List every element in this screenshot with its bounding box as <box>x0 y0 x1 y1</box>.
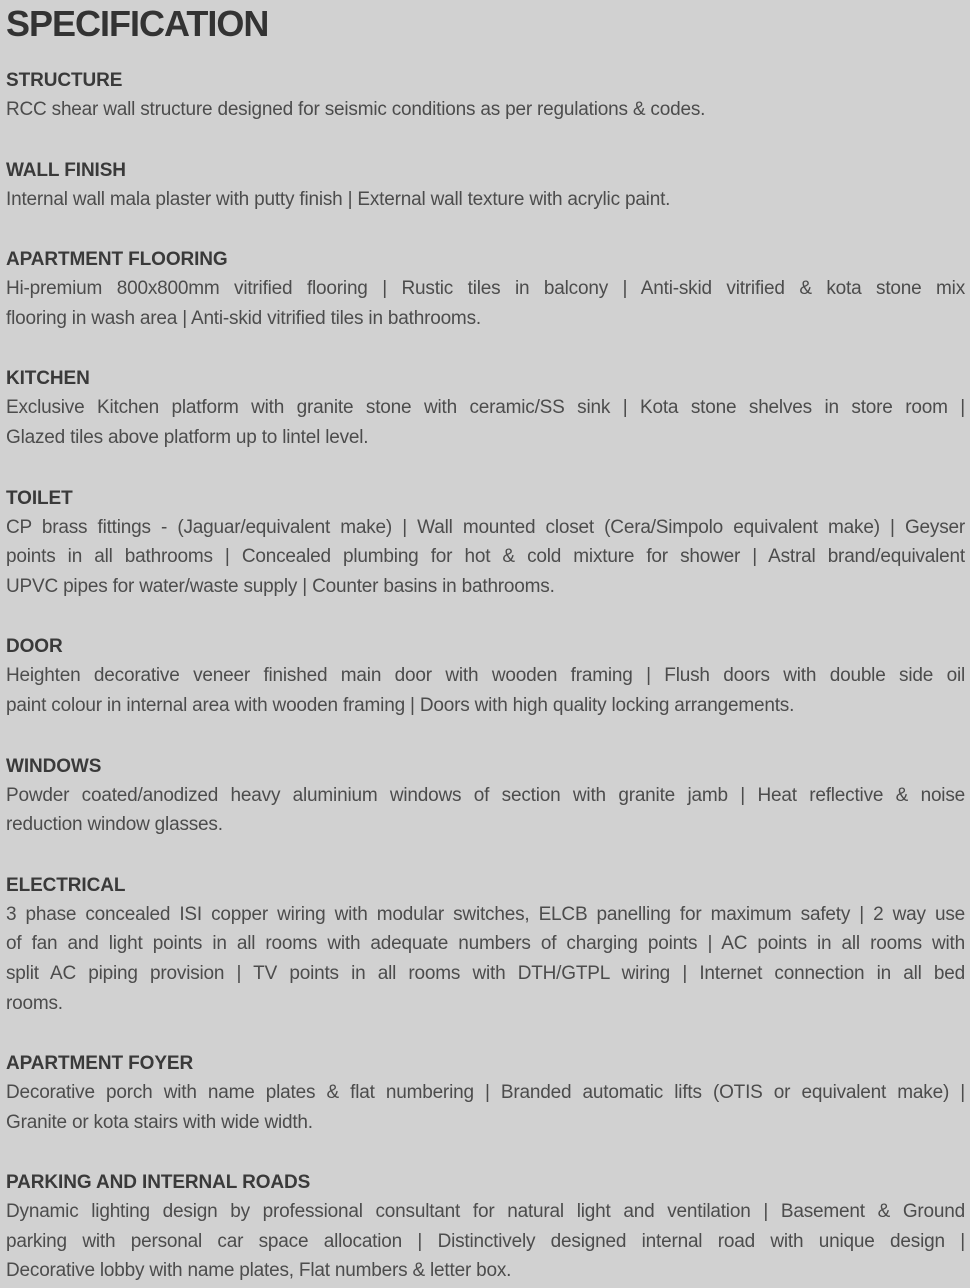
body-line: reduction window glasses. <box>6 814 223 836</box>
section-heading-structure: STRUCTURE <box>6 70 123 91</box>
section-body-toilet <box>6 513 965 602</box>
section-body-wall-finish <box>6 185 965 215</box>
section-heading-parking-and-internal-roads: PARKING AND INTERNAL ROADS <box>6 1172 311 1194</box>
section-body-windows <box>6 781 965 840</box>
body-line: Decorative lobby with name plates, Flat numbers & letter box. <box>6 1260 512 1282</box>
body-line: 3 phase concealed ISI copper wiring with modular switches, ELCB panelling for maximum safety | 2 way use <box>6 903 965 925</box>
body-line: Glazed tiles above platform up to lintel level. <box>6 426 369 448</box>
section-body-structure <box>6 95 965 125</box>
section-heading-windows: WINDOWS <box>6 755 102 777</box>
body-line: Powder coated/anodized heavy aluminium windows of section with granite jamb | Heat reflective & noise <box>6 784 965 806</box>
body-line: of fan and light points in all rooms with adequate numbers of charging points | AC points in all rooms with <box>6 933 965 955</box>
spec-section-parking-and-internal-roads <box>6 1168 965 1286</box>
section-body-electrical <box>6 900 965 1018</box>
body-line: CP brass fittings - (Jaguar/equivalent make) | Wall mounted closet (Cera/Simpolo equivalent make) | Geyser <box>6 516 965 538</box>
section-heading-apartment-flooring: APARTMENT FLOORING <box>6 249 228 271</box>
body-line: Exclusive Kitchen platform with granite stone with ceramic/SS sink | Kota stone shelves in store room | <box>6 397 965 419</box>
spec-section-kitchen <box>6 364 965 452</box>
body-line: UPVC pipes for water/waste supply | Counter basins in bathrooms. <box>6 575 555 597</box>
spec-section-electrical <box>6 871 965 1018</box>
section-body-apartment-foyer <box>6 1078 965 1137</box>
section-heading-kitchen: KITCHEN <box>6 368 90 390</box>
body-line: parking with personal car space allocation | Distinctively designed internal road with unique design | <box>6 1230 965 1252</box>
body-line: Hi-premium 800x800mm vitrified flooring | Rustic tiles in balcony | Anti-skid vitrified & kota stone mix <box>6 278 965 300</box>
section-heading-door: DOOR <box>6 636 63 658</box>
spec-section-apartment-flooring <box>6 245 965 333</box>
spec-section-wall-finish <box>6 156 965 215</box>
spec-section-apartment-foyer <box>6 1049 965 1137</box>
body-line: paint colour in internal area with wooden framing | Doors with high quality locking arrangements. <box>6 694 795 716</box>
body-line: Decorative porch with name plates & flat numbering | Branded automatic lifts (OTIS or equivalent make) | <box>6 1082 965 1104</box>
body-line: rooms. <box>6 992 63 1014</box>
spec-section-toilet <box>6 484 965 602</box>
section-heading-electrical: ELECTRICAL <box>6 874 126 896</box>
body-line: Heighten decorative veneer finished main door with wooden framing | Flush doors with double side oil <box>6 665 965 687</box>
section-heading-apartment-foyer: APARTMENT FOYER <box>6 1053 194 1075</box>
section-body-apartment-flooring <box>6 274 965 333</box>
section-heading-wall-finish: WALL FINISH <box>6 159 126 181</box>
body-line: Granite or kota stairs with wide width. <box>6 1111 313 1133</box>
body-line: flooring in wash area | Anti-skid vitrified tiles in bathrooms. <box>6 307 481 329</box>
body-line: points in all bathrooms | Concealed plumbing for hot & cold mixture for shower | Astral brand/equivalent <box>6 546 965 568</box>
page-title: SPECIFICATION <box>6 3 269 44</box>
spec-section-door <box>6 632 965 720</box>
body-line: Dynamic lighting design by professional consultant for natural light and ventilation | Basement & Ground <box>6 1201 965 1223</box>
spec-section-structure <box>6 66 965 125</box>
section-body-kitchen <box>6 393 965 452</box>
spec-section-windows <box>6 752 965 840</box>
body-line: split AC piping provision | TV points in all rooms with DTH/GTPL wiring | Internet connection in all bed <box>6 962 965 984</box>
section-body-door <box>6 661 965 720</box>
body-line: RCC shear wall structure designed for seismic conditions as per regulations & codes. <box>6 99 706 120</box>
body-line: Internal wall mala plaster with putty finish | External wall texture with acrylic paint. <box>6 188 671 210</box>
section-heading-toilet: TOILET <box>6 487 73 509</box>
section-body-parking-and-internal-roads <box>6 1197 965 1286</box>
